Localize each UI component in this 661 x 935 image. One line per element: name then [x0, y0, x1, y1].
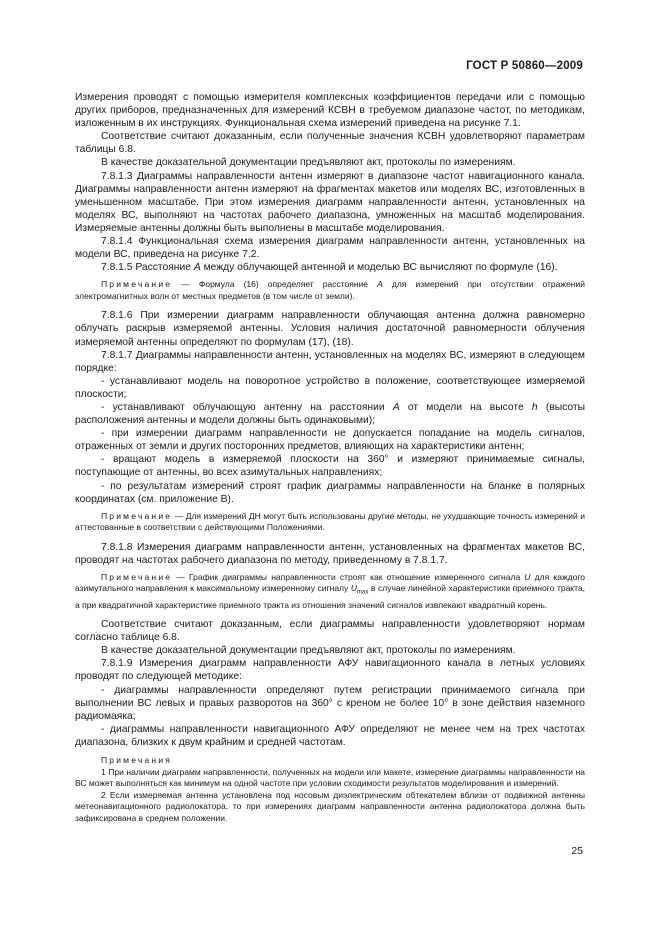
- paragraph: Соответствие считают доказанным, если полученные значения КСВН удовлетворяют параметрам таблицы 6.8.: [75, 131, 585, 156]
- paragraph: Соответствие считают доказанным, если диаграммы направленности удовлетворяют нормам согласно таблице 6.8.: [75, 619, 585, 644]
- paragraph-7-8-1-3: 7.8.1.3 Диаграммы направленности антенн измеряют в диапазоне частот навигационного канала. Диаграммы направленности антенн измеряют на фрагментах макетов или моделях ВС, изготовленных в уменьшенном масштабе. При этом измерения диаграмм направленности антенн, установленных на моделях ВС, выполняют на частотах рабочего диапазона, умноженных на масштаб моделирования. Измеряемые антенны должны быть выполнены в масштабе моделирования.: [75, 170, 585, 234]
- list-item: - вращают модель в измеряемой плоскости на 360° и измеряют принимаемые сигналы, поступающие от антенны, во всех азимутальных направлениях;: [75, 454, 585, 479]
- paragraph: В качестве доказательной документации предъявляют акт, протоколы по измерениям.: [101, 645, 516, 657]
- paragraph-7-8-1-6: 7.8.1.6 При измерении диаграмм направленности облучающая антенна должна равномерно облучать раскрыв измеряемой антенны. Условия наличия достаточной равномерности облучения измеряемой антенны определяют по формулам (17), (18).: [75, 310, 585, 348]
- paragraph-7-8-1-5: 7.8.1.5 Расстояние A между облучающей антенной и моделью ВС вычисляют по формуле (16).: [101, 262, 558, 274]
- list-item: - устанавливают облучающую антенну на расстоянии A от модели на высоте h (высоты расположения антенны и модели должны быть одинаковыми);: [75, 401, 585, 427]
- list-item: - диаграммы направленности навигационного АФУ определяют не менее чем на трех частотах диапазона, близких к двум крайним и средней частотам.: [75, 723, 585, 748]
- paragraph-7-8-1-7: 7.8.1.7 Диаграммы направленности антенн, установленных на моделях ВС, измеряют в следующем порядке:: [75, 349, 585, 374]
- note: Примечание — Формула (16) определяет расстояние A для измерений при отсутствии отражений электромагнитных волн от местных предметов (в том числе от земли).: [75, 279, 585, 301]
- list-item: - устанавливают модель на поворотное устройство в положение, соответствующее измеряемой плоскости;: [75, 375, 585, 400]
- paragraph-7-8-1-4: 7.8.1.4 Функциональная схема измерения диаграмм направленности антенн, установленных на модели ВС, приведена на рисунке 7.2.: [75, 236, 585, 261]
- list-item: - при измерении диаграмм направленности не допускается попадание на модель сигналов, отраженных от земли и других посторонних предметов, влияющих на характеристики антенн;: [75, 428, 585, 453]
- document-body: [75, 91, 585, 824]
- paragraph-7-8-1-9: 7.8.1.9 Измерения диаграмм направленности АФУ навигационного канала в летных условиях проводят по следующей методике:: [75, 658, 585, 683]
- notes-title: Примечания: [101, 755, 173, 766]
- paragraph: В качестве доказательной документации предъявляют акт, протоколы по измерениям.: [101, 157, 516, 169]
- page-number: 25: [571, 845, 583, 857]
- standard-header: ГОСТ Р 50860—2009: [466, 60, 583, 72]
- note: Примечание — График диаграммы направленности строят как отношение измеренного сигнала U для каждого азимутального направления к максимальному измеренному сигналу $U_{max}$ в случае линейной характеристики приемного тракта, а при квадратичной характеристике приемного тракта из отношения значений сигналов извлекают квадратный корень.: [75, 571, 585, 610]
- note-item: 1 При наличии диаграмм направленности, полученных на модели или макете, измерение диаграммы направленности на ВС может выполняться как минимум на одной частоте при условии сходимости результатов моделирования и измерений.: [75, 766, 585, 789]
- list-item: - диаграммы направленности определяют путем регистрации принимаемого сигнала при выполнении ВС левых и правых разворотов на 360° с креном не более 10° в зоне действия наземного радиомаяка;: [75, 684, 585, 722]
- note: Примечание — Для измерений ДН могут быть использованы другие методы, не ухудшающие точность измерений и аттестованные в соответствии с действующими Положениями.: [75, 510, 585, 533]
- paragraph: Измерения проводят с помощью измерителя комплексных коэффициентов передачи или с помощью других приборов, предназначенных для измерений КСВН в требуемом диапазоне частот, по методикам, изложенным в их инструкциях. Функциональная схема измерений приведена на рисунке 7.1.: [75, 92, 585, 130]
- paragraph-7-8-1-8: 7.8.1.8 Измерения диаграмм направленности антенн, установленных на фрагментах макетов ВС, проводят на частотах рабочего диапазона по методу, приведенному в 7.8.1.7.: [75, 541, 585, 566]
- note-item: 2 Если измеряемая антенна установлена под носовым диэлектрическим обтекателем вблизи от подвижной антенны метеонавигационного радиолокатора, то при измерениях диаграмм направленности антенна радиолокатора должна быть зафиксирована в среднем положении.: [75, 789, 585, 823]
- list-item: - по результатам измерений строят график диаграммы направленности на бланке в полярных координатах (см. приложение В).: [75, 480, 585, 505]
